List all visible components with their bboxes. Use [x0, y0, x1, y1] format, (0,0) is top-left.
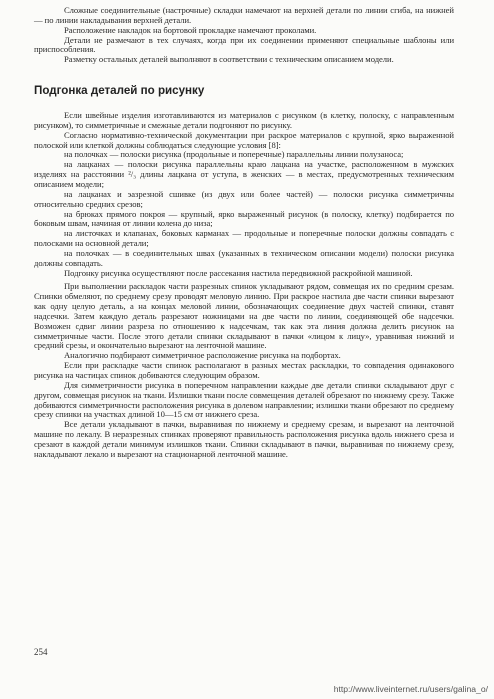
- watermark-url[interactable]: http://www.liveinternet.ru/users/galina_o/: [333, 684, 488, 694]
- list-item: на полочках — полоски рисунка (продольные и поперечные) параллельны линии полузаноса;: [64, 149, 404, 160]
- body-paragraph: При выполнении раскладок части разрезных спинок укладывают рядом, совмещая их по средним срезам. Спинки обмеляют, по среднему срезу проводят меловую линию. При раскрое настила две части спинки вырезают как одну целую деталь, а на концах меловой линии, обозначающих соединение двух частей спинки, ставят надсечки. Затем каждую деталь разрезают ножницами на две части по линии, соединяющей обе надсечки. Возможен сдвиг линии разреза по отношению к надсечкам, так как эта линия должна делить рисунок на симметричные части. После этого детали спинки складывают в пачки «лицом к лицу», уравнивая нижний и средний срезы, и окончательно вырезают на ленточной машине.: [34, 281, 454, 351]
- intro-paragraph: Сложные соединительные (настрочные) складки намечают на верхней детали по линии сгиба, на нижней — по линии накладывания верхней детали.: [34, 5, 454, 25]
- intro-paragraph: Разметку остальных деталей выполняют в соответствии с техническим описанием модели.: [64, 54, 394, 65]
- body-paragraph: Для симметричности рисунка в поперечном направлении каждые две детали спинки складывают друг с другом, совмещая рисунок на ткани. Излишки ткани после совмещения деталей обрезают по нижнему срезу. Также добиваются симметричности расположения рисунка в долевом направлении; излишки ткани обрезают по среднему срезу спинки на участках длиной 10—15 см от нижнего среза.: [34, 379, 454, 420]
- intro-paragraph: Детали не размечают в тех случаях, когда при их соединении применяют специальные шаблоны или приспособления.: [34, 34, 454, 55]
- list-item: на лацканах — полоски рисунка параллельны краю лацкана на участке, расположенном в мужских изделиях на расстоянии ²/₃ длины лацкана от уступа, в женских — в местах, предусмотренных техническим описанием модели;: [34, 159, 454, 189]
- body-paragraph: Если швейные изделия изготавливаются из материалов с рисунком (в клетку, полоску, с направленным рисунком), то симметричные и смежные детали подгоняют по рисунку.: [34, 110, 454, 130]
- body-paragraph: Если при раскладке части спинок располагают в разных местах раскладки, то совпадения одинакового рисунка на частицах спинок добиваются следующим образом.: [34, 360, 454, 380]
- intro-paragraph: Расположение накладок на бортовой прокладке намечают проколами.: [64, 24, 317, 35]
- list-item: на лацканах и эазрезной сшивке (из двух или более частей) — полоски рисунка симметричны относительно средних срезов;: [34, 188, 454, 209]
- section-title: Подгонка деталей по рисунку: [34, 84, 205, 98]
- list-item: на листочках и клапанах, боковых карманах — продольные и поперечные полоски должны совпадать с полосками на основной детали;: [34, 228, 454, 249]
- page-content: [34, 6, 454, 460]
- list-item: на полочках — в соединительных швах (указанных в техническом описании модели) полоски рисунка должны совпадать.: [34, 247, 454, 268]
- body-paragraph: Аналогично подбирают симметричное расположение рисунка на подбортах.: [64, 350, 341, 361]
- list-item: на брюках прямого покроя — крупный, ярко выраженный рисунок (в полоску, клетку) подбирается по боковым швам, начиная от линии колена до низа;: [34, 208, 454, 229]
- body-paragraph: Все детали укладывают в пачки, выравнивая по нижнему и среднему срезам, и вырезают на ленточной машине по лекалу. В неразрезных спинках проверяют правильность расположения рисунка вдоль нижнего среза и срезают в каждой детали минимум излишков ткани. Спинки складывают в пачки, выравнивая по нижнему срезу, накладывают лекало и вырезают на стационарной ленточной машине.: [34, 419, 454, 459]
- body-paragraph: Подгонку рисунка осуществляют после рассекания настила передвижной раскройной машиной.: [64, 267, 413, 278]
- body-paragraph: Согласно нормативно-технической документации при раскрое материалов с крупной, ярко выраженной полоской или клеткой должны соблюдаться следующие условия [8]:: [34, 129, 454, 150]
- page-number: 254: [34, 647, 48, 657]
